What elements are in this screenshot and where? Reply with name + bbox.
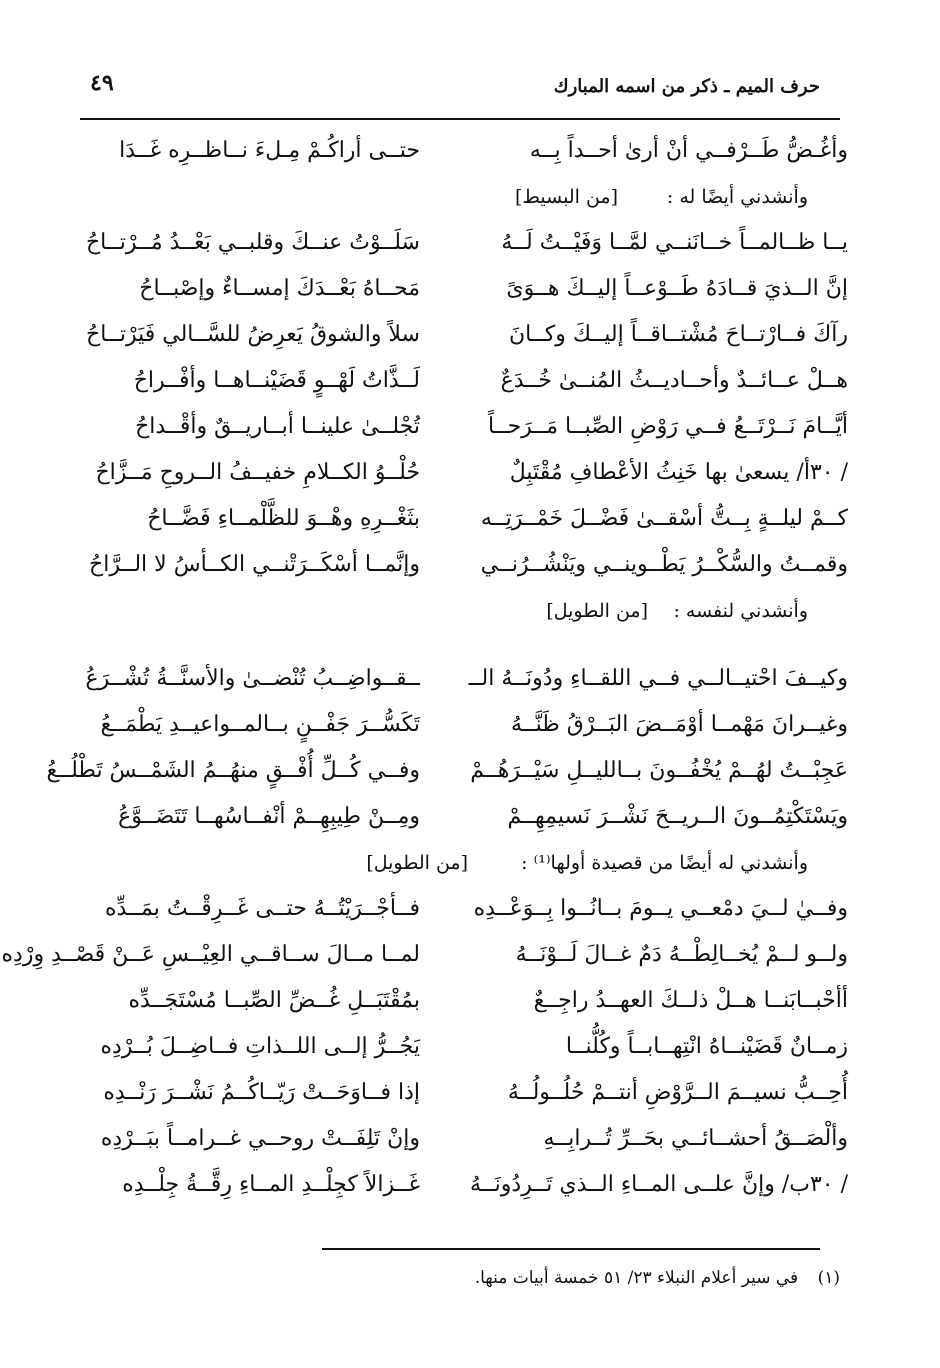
- intro-text: وأنشدني له أيضًا من قصيدة أولها⁽¹⁾ :: [521, 852, 808, 874]
- verse-second-hemistich: بمُقْتَبَــلِ غُــضِّ الصِّبــا مُسْتَجَــدِّه: [128, 988, 420, 1013]
- section-intro: [60, 842, 848, 888]
- verse-first-hemistich: وألْصَــقُ أحشــائــي بحَــرِّ تُــرابِــهِ: [543, 1126, 848, 1151]
- verse-first-hemistich: أأحْبــابَنــا هــلْ ذلــكَ العهــدُ راجِــعٌ: [533, 988, 848, 1013]
- verse: [60, 498, 848, 544]
- verse-first-hemistich: وفــيٰ لــيَ دمْعــي يــومَ بــانُــوا بِــوَعْــدِه: [473, 896, 848, 921]
- verse-second-hemistich: سلاً والشوقُ يَعرِضُ للسَّــالي فَيَرْتــاحُ: [86, 322, 420, 347]
- header-rule: [80, 118, 840, 120]
- verse-second-hemistich: وفــي كُــلِّ أُفْــقٍ منهُــمُ الشَمْــسُ تَطْلُــعُ: [46, 758, 420, 783]
- spacer: [60, 636, 848, 658]
- verse: [60, 452, 848, 498]
- verse-first-hemistich: إنَّ الــذيَ قــادَهُ طَــوْعــاً إليــكَ هــوَىً: [506, 276, 848, 301]
- meter-label: [من الطويل]: [546, 600, 648, 622]
- verse-first-hemistich: وغيــرانَ مَهْمــا أوْمَــضَ البَــرْقُ ظَنَّــهُ: [510, 712, 848, 737]
- verse-second-hemistich: حُلْــوُ الكــلامِ خفيــفُ الــروحِ مَــزَّاحُ: [95, 460, 420, 485]
- verse-second-hemistich: بثَغْــرِهِ وهْــوَ للظَّلْمــاءِ فَضَّــاحُ: [147, 506, 420, 531]
- verse-second-hemistich: يَجُــرُّ إلــى اللــذاتِ فــاضِــلَ بُــرْدِه: [100, 1034, 420, 1059]
- verse-second-hemistich: لَــذَّاتُ لَهْــوٍ قَضَيْنــاهــا وأفْــراحُ: [133, 368, 420, 393]
- verse-second-hemistich: ــقــواضِــبُ تُنْضــىٰ والأسنَّــةُ تُشْــرَعُ: [85, 666, 420, 691]
- verse-second-hemistich: وإنْ تَلِفَــتْ روحــي غــرامــاً ببَــرْدِه: [100, 1126, 420, 1151]
- verse-second-hemistich: فــأجْــرَيْتُــهُ حتــى غَــرِقْــتُ بمَــدِّه: [105, 896, 420, 921]
- verse-second-hemistich: حتــى أراكُـمْ مِـلءَ نــاظــرِه غَــدَا: [119, 138, 420, 163]
- verse-first-hemistich: أيَّــامَ نَــرْتَــعُ فــي رَوْضِ الصِّبــا مَــرَحــاً: [487, 414, 848, 439]
- meter-label: [من الطويل]: [366, 852, 468, 874]
- verse: [60, 544, 848, 590]
- verse: [1, 934, 848, 980]
- verse: [60, 980, 848, 1026]
- running-head: حرف الميم ـ ذكر من اسمه المبارك: [553, 76, 820, 97]
- verse: [60, 704, 848, 750]
- verse-second-hemistich: ومِــنْ طِيبِهِــمْ أنْفــاسُهــا تَتَضَــوَّعُ: [118, 804, 420, 829]
- verse: [60, 1118, 848, 1164]
- verse: [60, 1072, 848, 1118]
- verse-first-hemistich: / ٣٠ب/ وإنَّ علــى المــاءِ الــذي تَــرِدُونَــهُ: [470, 1172, 848, 1197]
- verse: [60, 1164, 848, 1210]
- poem-body: [1, 130, 848, 1210]
- meter-label: [من البسيط]: [514, 186, 618, 208]
- verse-second-hemistich: غَــزالاً كجِلْــدِ المــاءِ رِقَّــةُ جِلْــدِه: [122, 1172, 420, 1197]
- verse-second-hemistich: وإنَّمــا أسْكَــرَتْنــي الكــأسُ لا الــرَّاحُ: [89, 552, 420, 577]
- footnote-number: (١): [817, 1268, 840, 1288]
- verse-first-hemistich: وأغُـضُّ طَــرْفــي أنْ أرىٰ أحــداً بِــه: [529, 138, 848, 163]
- verse-first-hemistich: وقمــتُ والسُّكْــرُ يَطْــوينــي ويَنْشُــرُنــي: [480, 552, 848, 577]
- verse: [60, 314, 848, 360]
- verse-first-hemistich: رآكَ فــارْتــاحَ مُشْتــاقــاً إليــكَ وكــانَ: [509, 322, 848, 347]
- verse-first-hemistich: يــا ظــالمــاً خــانَنــي لمَّــا وَفَيْــتُ لَــهُ: [501, 230, 848, 255]
- verse: [60, 268, 848, 314]
- section-intro: [60, 176, 848, 222]
- verse-first-hemistich: ولــو لــمْ يُخــالِطْــهُ دَمٌ غــالَ لَــوْنَــهُ: [515, 942, 848, 967]
- verse-second-hemistich: لمــا مــالَ ســاقــي العِيْــسِ عَــنْ قَصْــدِ وِرْدِه: [1, 942, 420, 967]
- verse-second-hemistich: مَحــاهُ بَعْــدَكَ إمســاءٌ وإصْبــاحُ: [139, 276, 420, 301]
- footnote-rule: [322, 1248, 820, 1250]
- verse: [60, 796, 848, 842]
- verse: [60, 658, 848, 704]
- verse-first-hemistich: كــمْ ليلــةٍ بِــتُّ أسْقــىٰ فَضْــلَ خَمْــرَتِــه: [480, 506, 848, 531]
- verse-second-hemistich: سَلَــوْتُ عنــكَ وقلبــي بَعْــدُ مُــرْتــاحُ: [85, 230, 420, 255]
- verse-second-hemistich: إذا فــاوَحَــتْ رَيّــاكُــمُ نَشْــرَ رَنْــدِه: [103, 1080, 420, 1105]
- verse: [60, 406, 848, 452]
- verse-first-hemistich: زمــانٌ قَضَيْنــاهُ انْتِهــابــاً وكُلُّنــا: [565, 1034, 848, 1059]
- verse: [46, 750, 848, 796]
- page-number: ٤٩: [90, 70, 114, 96]
- section-intro: [60, 590, 848, 636]
- verse-first-hemistich: أُحِــبُّ نسيــمَ الــرَّوْضِ أنتــمْ حُلُــولُــهُ: [507, 1080, 848, 1105]
- intro-text: وأنشدني لنفسه :: [673, 600, 808, 622]
- verse-first-hemistich: هــلْ عــائــدٌ وأحــاديــثُ المُنــىٰ خُــدَعٌ: [500, 368, 848, 393]
- verse-first-hemistich: عَجِبْــتُ لهُــمْ يُخْفُــونَ بــالليــلِ سَيْــرَهُــمْ: [470, 758, 848, 783]
- verse-first-hemistich: وكيــفَ احْتيــالــي فــي اللقــاءِ ودُونَــهُ الــ: [468, 666, 848, 691]
- verse: [60, 360, 848, 406]
- intro-text: وأنشدني أيضًا له :: [666, 186, 808, 208]
- verse-first-hemistich: ويَسْتَكْتِمُــونَ الــريــحَ نَشْــرَ نَسيمِهِــمْ: [507, 804, 848, 829]
- footnote: [475, 1268, 840, 1288]
- verse: [60, 130, 848, 176]
- verse-second-hemistich: تُجْلــىٰ علينــا أبــاريــقٌ وأقْــداحُ: [135, 414, 420, 439]
- page-header: [70, 70, 840, 110]
- verse-first-hemistich: / ٣٠أ/ يسعىٰ بها خَنِثُ الأعْطافِ مُقْتَبِلٌ: [509, 460, 848, 485]
- verse: [60, 222, 848, 268]
- footnote-text: في سير أعلام النبلاء ٢٣/ ٥١ خمسة أبيات منها.: [474, 1268, 799, 1288]
- verse: [60, 888, 848, 934]
- verse: [60, 1026, 848, 1072]
- verse-second-hemistich: تَكَسُّــرَ جَفْــنٍ بــالمــواعيــدِ يَطْمَــعُ: [100, 712, 420, 737]
